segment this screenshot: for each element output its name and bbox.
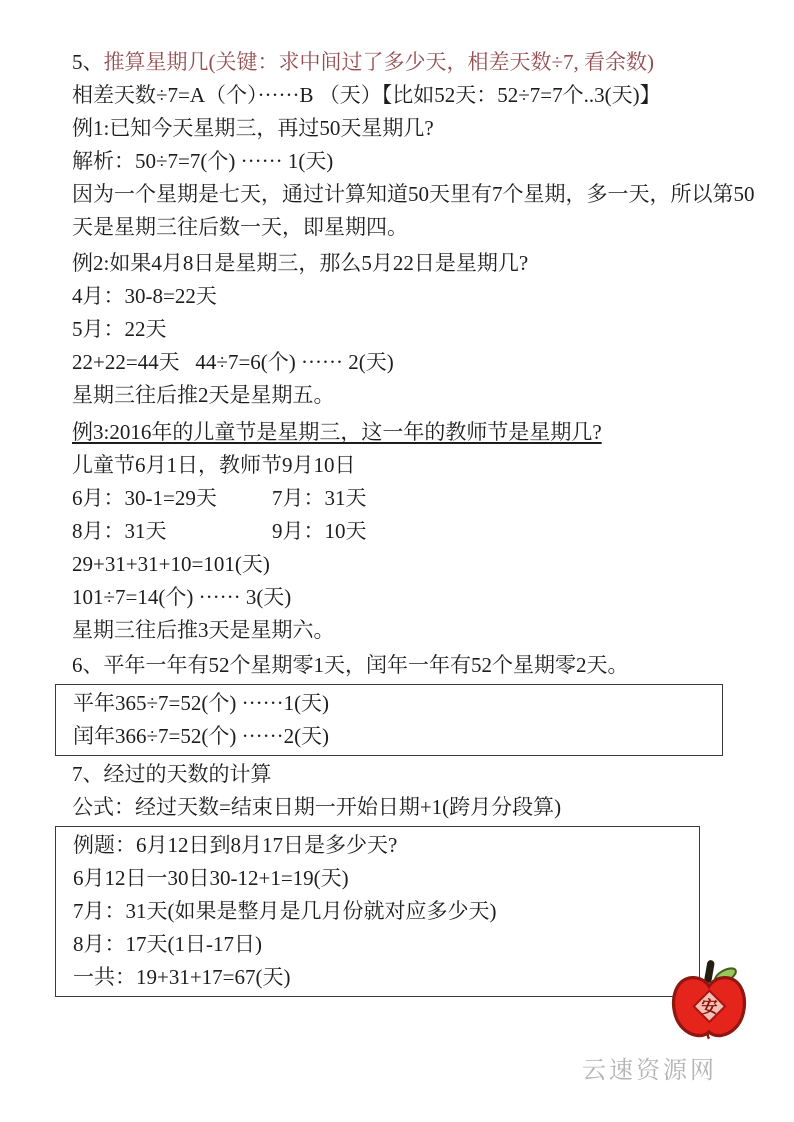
watermark-text: 云速资源网 [582,1058,717,1084]
example2-answer: 星期三往后推2天是星期五。 [72,383,335,407]
box2-question: 例题：6月12日到8月17日是多少天? [73,833,398,857]
section7-heading: 7、经过的天数的计算 [72,762,272,786]
example3-answer: 星期三往后推3天是星期六。 [72,618,335,642]
example2-april: 4月：30-8=22天 [72,284,217,308]
example1-reason-line2: 天是星期三往后数一天，即星期四。 [72,215,408,239]
year-weeks-box [55,684,723,756]
example2-question: 例2:如果4月8日是星期三，那么5月22日是星期几? [72,251,529,275]
example3-september: 9月：10天 [272,519,367,543]
example3-division: 101÷7=14(个) ······ 3(天) [72,585,292,609]
example3-august: 8月：31天 [72,519,167,543]
box2-august: 8月：17天(1日-17日) [73,932,262,956]
example3-july: 7月：31天 [272,486,367,510]
example1-reason-line1: 因为一个星期是七天，通过计算知道50天里有7个星期，多一天，所以第50 [72,182,755,206]
section7-formula: 公式：经过天数=结束日期一开始日期+1(跨月分段算) [72,795,562,819]
example3-question: 例3:2016年的儿童节是星期三，这一年的教师节是星期几? [72,420,602,444]
section5-formula-line: 相差天数÷7=A（个）······B （天）【比如52天：52÷7=7个..3(天)】 [72,83,661,107]
example2-may: 5月：22天 [72,317,167,341]
section5-heading [72,46,760,79]
common-year-line: 平年365÷7=52(个) ······1(天) [73,691,330,715]
leap-year-line: 闰年366÷7=52(个) ······2(天) [73,724,330,748]
apple-cleft [708,1031,709,1039]
example3-june: 6月：30-1=29天 [72,486,217,510]
example3-sum: 29+31+31+10=101(天) [72,552,270,576]
example2-calc: 22+22=44天 44÷7=6(个) ······ 2(天) [72,350,394,374]
example1-question: 例1:已知今天星期三，再过50天星期几? [72,116,434,140]
apple-char: 安 [701,997,718,1017]
example3-june-july-row [72,482,760,515]
elapsed-days-example-box [55,826,700,997]
apple-decoration-icon [668,958,750,1044]
section6-heading: 6、平年一年有52个星期零1天，闰年一年有52个星期零2天。 [72,653,629,677]
section5-number: 5、 [72,50,104,74]
example3-aug-sep-row [72,515,760,548]
box2-july: 7月：31天(如果是整月是几月份就对应多少天) [73,899,497,923]
example1-analysis: 解析：50÷7=7(个) ······ 1(天) [72,149,334,173]
example3-festival-dates: 儿童节6月1日，教师节9月10日 [72,453,356,477]
box2-total: 一共：19+31+17=67(天) [73,965,291,989]
section5-heading-text: 推算星期几(关键：求中间过了多少天，相差天数÷7, 看余数) [103,50,655,74]
box2-june: 6月12日一30日30-12+1=19(天) [73,866,349,890]
